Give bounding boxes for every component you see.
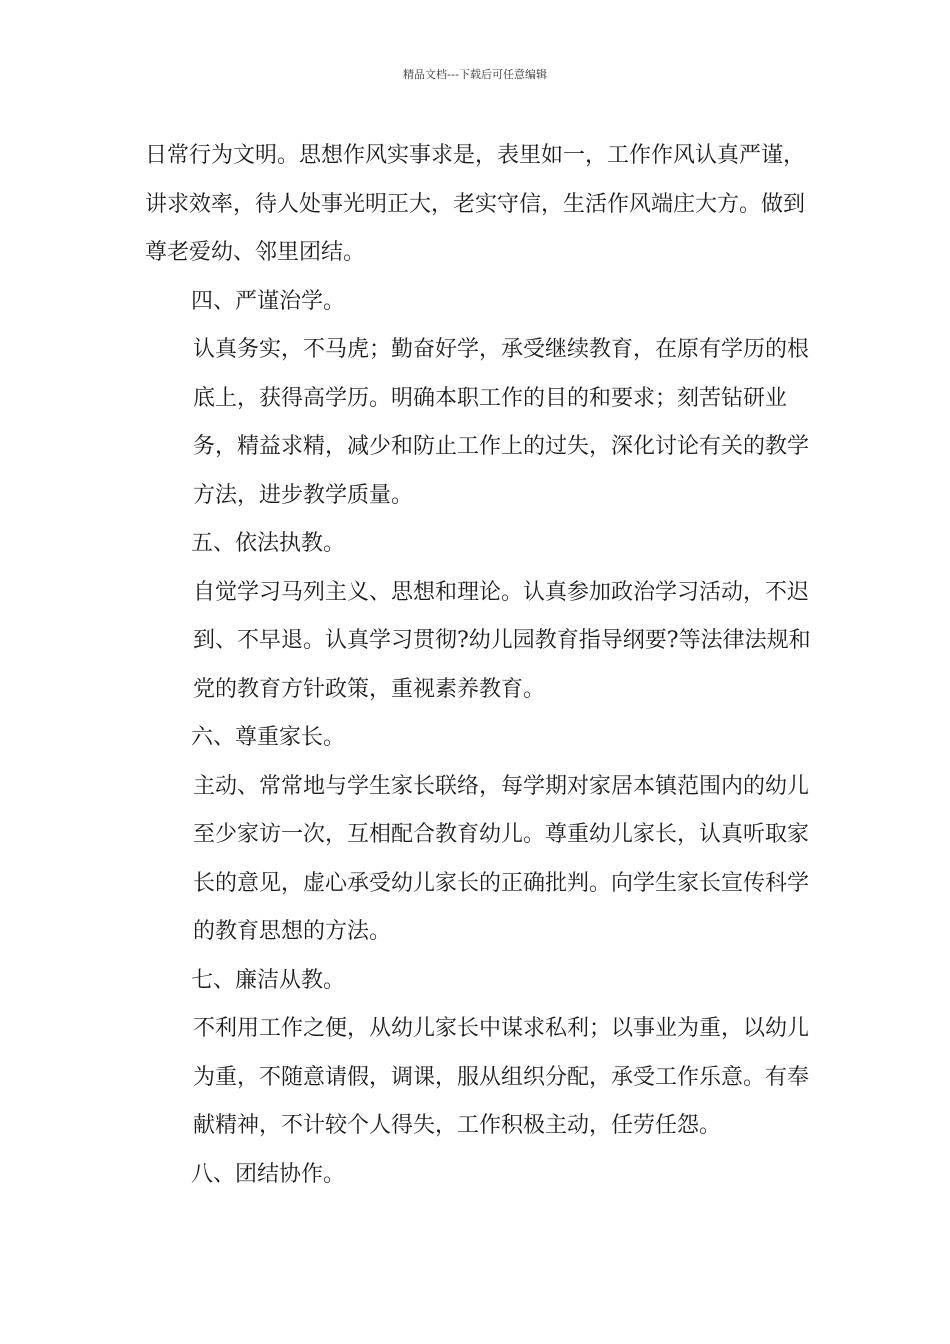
- paragraph-section-6: 主动、常常地与学生家长联络，每学期对家居本镇范围内的幼儿至少家访一次，互相配合教育幼儿。尊重幼儿家长，认真听取家长的意见，虚心承受幼儿家长的正确批判。向学生家长宣传科学的教育思想的方法。: [193, 773, 810, 944]
- paragraph-section-7: 不利用工作之便，从幼儿家长中谋求私利；以事业为重，以幼儿为重，不随意请假，调课，服从组织分配，承受工作乐意。有奉献精神，不计较个人得失，工作积极主动，任劳任怨。: [193, 1016, 810, 1138]
- paragraph-conduct: 日常行为文明。思想作风实事求是，表里如一，工作作风认真严谨，讲求效率，待人处事光明正大，老实守信，生活作风端庄大方。做到尊老爱幼、邻里团结。: [145, 143, 806, 265]
- page-header: 精品文档---下载后可任意编辑: [403, 68, 547, 81]
- document-body: [145, 132, 813, 1199]
- paragraph-section-4: 认真务实，不马虎；勤奋好学，承受继续教育，在原有学历的根底上，获得高学历。明确本职工作的目的和要求；刻苦钻研业务，精益求精，减少和防止工作上的过失，深化讨论有关的教学方法，进步教学质量。: [193, 337, 810, 508]
- section-heading-7: 七、廉洁从教。: [191, 967, 346, 993]
- paragraph-section-5: 自觉学习马列主义、思想和理论。认真参加政治学习活动，不迟到、不早退。认真学习贯彻?幼儿园教育指导纲要?等法律法规和党的教育方针政策，重视素养教育。: [193, 579, 811, 702]
- section-heading-5: 五、依法执教。: [191, 531, 346, 556]
- section-heading-4: 四、严谨治学。: [191, 288, 346, 314]
- section-heading-8: 八、团结协作。: [191, 1161, 346, 1187]
- section-heading-6: 六、尊重家长。: [191, 725, 346, 750]
